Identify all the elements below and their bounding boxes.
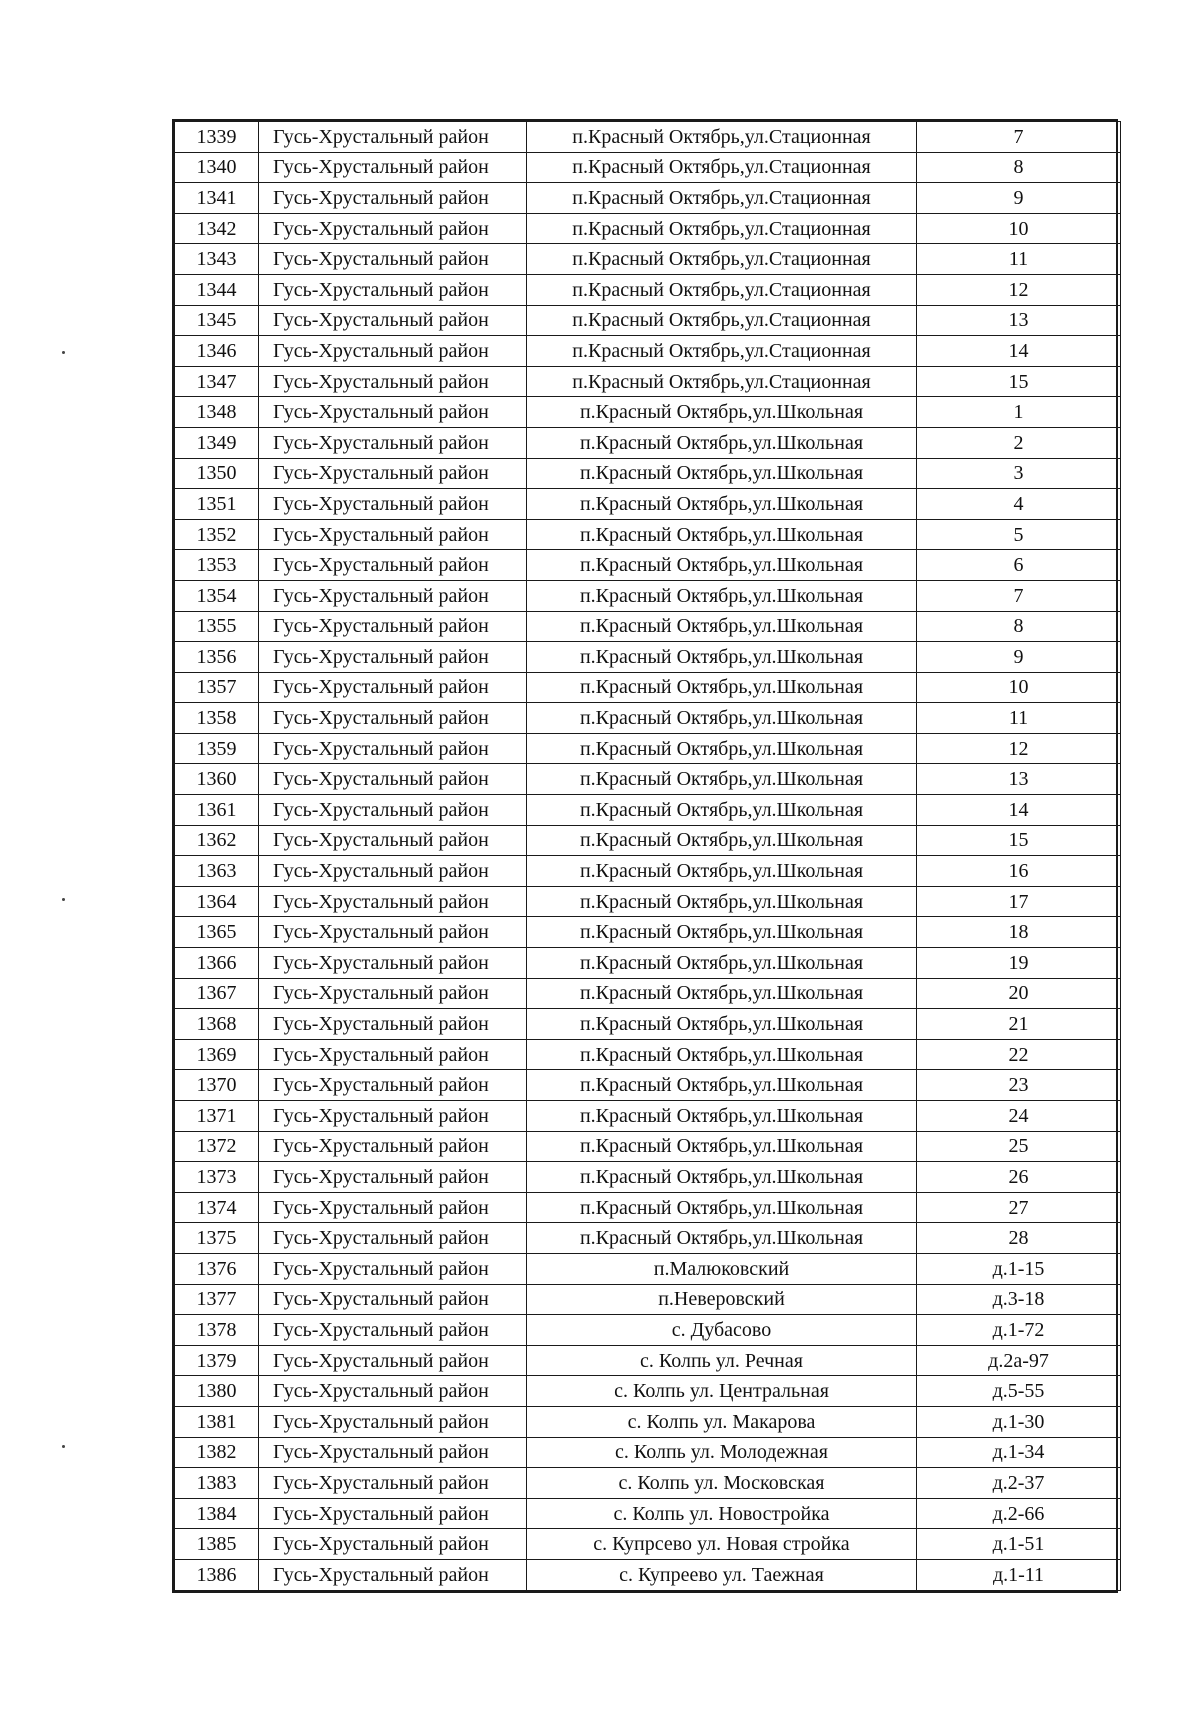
row-address: п.Красный Октябрь,ул.Стационная — [527, 152, 917, 183]
row-house: 14 — [917, 336, 1121, 367]
row-address: п.Красный Октябрь,ул.Школьная — [527, 1039, 917, 1070]
table-row — [175, 917, 1121, 948]
row-district: Гусь-Хрустальный район — [259, 1315, 527, 1346]
row-district: Гусь-Хрустальный район — [259, 1131, 527, 1162]
row-address: п.Красный Октябрь,ул.Школьная — [527, 550, 917, 581]
table-row — [175, 1468, 1121, 1499]
table-row — [175, 1162, 1121, 1193]
row-house: 15 — [917, 825, 1121, 856]
table-row — [175, 213, 1121, 244]
row-house: д.1-72 — [917, 1315, 1121, 1346]
row-number: 1360 — [175, 764, 259, 795]
row-address: п.Красный Октябрь,ул.Школьная — [527, 917, 917, 948]
row-address: п.Красный Октябрь,ул.Школьная — [527, 1192, 917, 1223]
table-row — [175, 1009, 1121, 1040]
row-number: 1383 — [175, 1468, 259, 1499]
row-district: Гусь-Хрустальный район — [259, 611, 527, 642]
row-house: 27 — [917, 1192, 1121, 1223]
row-house: 13 — [917, 764, 1121, 795]
row-house: 14 — [917, 795, 1121, 826]
row-district: Гусь-Хрустальный район — [259, 1345, 527, 1376]
table-row — [175, 1498, 1121, 1529]
row-house: 9 — [917, 183, 1121, 214]
row-address: п.Красный Октябрь,ул.Школьная — [527, 611, 917, 642]
row-number: 1365 — [175, 917, 259, 948]
row-district: Гусь-Хрустальный район — [259, 1529, 527, 1560]
row-house: д.1-51 — [917, 1529, 1121, 1560]
table-row — [175, 458, 1121, 489]
row-number: 1339 — [175, 122, 259, 153]
row-house: д.3-18 — [917, 1284, 1121, 1315]
row-number: 1352 — [175, 519, 259, 550]
table-row — [175, 1559, 1121, 1590]
row-number: 1344 — [175, 274, 259, 305]
table-row — [175, 1345, 1121, 1376]
table-row — [175, 1437, 1121, 1468]
table-row — [175, 1070, 1121, 1101]
table-row — [175, 611, 1121, 642]
row-district: Гусь-Хрустальный район — [259, 795, 527, 826]
row-house: 15 — [917, 366, 1121, 397]
row-address: п.Красный Октябрь,ул.Школьная — [527, 458, 917, 489]
row-house: 23 — [917, 1070, 1121, 1101]
row-district: Гусь-Хрустальный район — [259, 825, 527, 856]
row-address: с. Дубасово — [527, 1315, 917, 1346]
row-district: Гусь-Хрустальный район — [259, 336, 527, 367]
table-row — [175, 642, 1121, 673]
row-number: 1361 — [175, 795, 259, 826]
row-district: Гусь-Хрустальный район — [259, 305, 527, 336]
address-table — [174, 121, 1121, 1591]
table-row — [175, 978, 1121, 1009]
row-address: п.Красный Октябрь,ул.Школьная — [527, 948, 917, 979]
row-number: 1358 — [175, 703, 259, 734]
row-house: 28 — [917, 1223, 1121, 1254]
row-house: д.1-30 — [917, 1406, 1121, 1437]
row-district: Гусь-Хрустальный район — [259, 213, 527, 244]
row-house: 26 — [917, 1162, 1121, 1193]
row-district: Гусь-Хрустальный район — [259, 703, 527, 734]
row-district: Гусь-Хрустальный район — [259, 1223, 527, 1254]
row-house: 16 — [917, 856, 1121, 887]
scan-speck — [62, 351, 65, 354]
row-house: 20 — [917, 978, 1121, 1009]
table-row — [175, 795, 1121, 826]
row-district: Гусь-Хрустальный район — [259, 1406, 527, 1437]
row-number: 1357 — [175, 672, 259, 703]
row-address: п.Красный Октябрь,ул.Стационная — [527, 366, 917, 397]
row-district: Гусь-Хрустальный район — [259, 458, 527, 489]
table-row — [175, 274, 1121, 305]
row-number: 1354 — [175, 580, 259, 611]
row-house: 8 — [917, 152, 1121, 183]
row-number: 1375 — [175, 1223, 259, 1254]
table-row — [175, 733, 1121, 764]
row-number: 1386 — [175, 1559, 259, 1590]
row-address: с. Колпь ул. Речная — [527, 1345, 917, 1376]
row-address: п.Красный Октябрь,ул.Школьная — [527, 825, 917, 856]
row-house: 18 — [917, 917, 1121, 948]
table-row — [175, 366, 1121, 397]
row-number: 1359 — [175, 733, 259, 764]
row-number: 1371 — [175, 1101, 259, 1132]
row-district: Гусь-Хрустальный район — [259, 642, 527, 673]
row-district: Гусь-Хрустальный район — [259, 1009, 527, 1040]
row-district: Гусь-Хрустальный район — [259, 1468, 527, 1499]
table-row — [175, 764, 1121, 795]
row-number: 1374 — [175, 1192, 259, 1223]
table-row — [175, 1315, 1121, 1346]
row-address: п.Красный Октябрь,ул.Стационная — [527, 244, 917, 275]
row-number: 1355 — [175, 611, 259, 642]
row-house: д.1-15 — [917, 1253, 1121, 1284]
table-row — [175, 489, 1121, 520]
table-row — [175, 1376, 1121, 1407]
row-number: 1342 — [175, 213, 259, 244]
row-district: Гусь-Хрустальный район — [259, 183, 527, 214]
row-address: п.Красный Октябрь,ул.Стационная — [527, 274, 917, 305]
row-address: п.Красный Октябрь,ул.Школьная — [527, 519, 917, 550]
row-address: п.Красный Октябрь,ул.Школьная — [527, 795, 917, 826]
row-house: 24 — [917, 1101, 1121, 1132]
row-district: Гусь-Хрустальный район — [259, 427, 527, 458]
row-number: 1346 — [175, 336, 259, 367]
row-number: 1341 — [175, 183, 259, 214]
row-house: 17 — [917, 886, 1121, 917]
row-district: Гусь-Хрустальный район — [259, 764, 527, 795]
row-address: п.Красный Октябрь,ул.Школьная — [527, 489, 917, 520]
table-row — [175, 1406, 1121, 1437]
row-number: 1382 — [175, 1437, 259, 1468]
row-address: п.Красный Октябрь,ул.Школьная — [527, 1101, 917, 1132]
row-house: 6 — [917, 550, 1121, 581]
scan-speck — [62, 1445, 65, 1448]
row-number: 1380 — [175, 1376, 259, 1407]
row-number: 1385 — [175, 1529, 259, 1560]
table-row — [175, 183, 1121, 214]
row-number: 1363 — [175, 856, 259, 887]
row-house: 11 — [917, 244, 1121, 275]
row-district: Гусь-Хрустальный район — [259, 1437, 527, 1468]
row-number: 1348 — [175, 397, 259, 428]
row-address: п.Красный Октябрь,ул.Школьная — [527, 1223, 917, 1254]
row-number: 1362 — [175, 825, 259, 856]
row-address: п.Красный Октябрь,ул.Школьная — [527, 1162, 917, 1193]
row-number: 1370 — [175, 1070, 259, 1101]
table-row — [175, 856, 1121, 887]
row-house: 7 — [917, 122, 1121, 153]
row-house: д.1-34 — [917, 1437, 1121, 1468]
row-number: 1351 — [175, 489, 259, 520]
row-address: с. Купрсево ул. Новая стройка — [527, 1529, 917, 1560]
row-district: Гусь-Хрустальный район — [259, 550, 527, 581]
row-district: Гусь-Хрустальный район — [259, 1559, 527, 1590]
row-address: с. Колпь ул. Московская — [527, 1468, 917, 1499]
row-district: Гусь-Хрустальный район — [259, 274, 527, 305]
row-number: 1345 — [175, 305, 259, 336]
row-number: 1373 — [175, 1162, 259, 1193]
row-number: 1349 — [175, 427, 259, 458]
row-house: 10 — [917, 672, 1121, 703]
row-address: п.Малюковский — [527, 1253, 917, 1284]
table-row — [175, 1253, 1121, 1284]
row-district: Гусь-Хрустальный район — [259, 948, 527, 979]
row-district: Гусь-Хрустальный район — [259, 1101, 527, 1132]
table-row — [175, 550, 1121, 581]
row-address: п.Красный Октябрь,ул.Школьная — [527, 886, 917, 917]
table-row — [175, 397, 1121, 428]
row-address: п.Неверовский — [527, 1284, 917, 1315]
row-address: п.Красный Октябрь,ул.Стационная — [527, 305, 917, 336]
row-number: 1369 — [175, 1039, 259, 1070]
row-address: с. Колпь ул. Молодежная — [527, 1437, 917, 1468]
row-number: 1378 — [175, 1315, 259, 1346]
row-district: Гусь-Хрустальный район — [259, 489, 527, 520]
row-house: 8 — [917, 611, 1121, 642]
row-number: 1343 — [175, 244, 259, 275]
address-table-body — [175, 122, 1121, 1591]
row-house: 25 — [917, 1131, 1121, 1162]
row-house: 22 — [917, 1039, 1121, 1070]
row-number: 1384 — [175, 1498, 259, 1529]
row-address: п.Красный Октябрь,ул.Школьная — [527, 856, 917, 887]
table-row — [175, 305, 1121, 336]
row-district: Гусь-Хрустальный район — [259, 152, 527, 183]
scan-speck — [62, 898, 65, 901]
row-district: Гусь-Хрустальный район — [259, 1070, 527, 1101]
row-house: 13 — [917, 305, 1121, 336]
table-row — [175, 1131, 1121, 1162]
row-house: 11 — [917, 703, 1121, 734]
row-house: 19 — [917, 948, 1121, 979]
row-address: с. Колпь ул. Центральная — [527, 1376, 917, 1407]
row-house: 3 — [917, 458, 1121, 489]
row-address: с. Купреево ул. Таежная — [527, 1559, 917, 1590]
table-row — [175, 427, 1121, 458]
row-house: 2 — [917, 427, 1121, 458]
row-address: п.Красный Октябрь,ул.Школьная — [527, 764, 917, 795]
row-district: Гусь-Хрустальный район — [259, 672, 527, 703]
table-row — [175, 825, 1121, 856]
table-row — [175, 1284, 1121, 1315]
row-district: Гусь-Хрустальный район — [259, 978, 527, 1009]
row-house: д.1-11 — [917, 1559, 1121, 1590]
row-house: 12 — [917, 274, 1121, 305]
table-row — [175, 519, 1121, 550]
row-address: п.Красный Октябрь,ул.Стационная — [527, 213, 917, 244]
row-district: Гусь-Хрустальный район — [259, 580, 527, 611]
row-house: 10 — [917, 213, 1121, 244]
row-district: Гусь-Хрустальный район — [259, 917, 527, 948]
table-row — [175, 152, 1121, 183]
row-house: 4 — [917, 489, 1121, 520]
table-row — [175, 948, 1121, 979]
row-district: Гусь-Хрустальный район — [259, 1162, 527, 1193]
row-district: Гусь-Хрустальный район — [259, 122, 527, 153]
row-address: с. Колпь ул. Новостройка — [527, 1498, 917, 1529]
row-house: д.2а-97 — [917, 1345, 1121, 1376]
row-address: п.Красный Октябрь,ул.Школьная — [527, 642, 917, 673]
row-address: п.Красный Октябрь,ул.Школьная — [527, 1131, 917, 1162]
row-address: п.Красный Октябрь,ул.Школьная — [527, 1070, 917, 1101]
row-district: Гусь-Хрустальный район — [259, 856, 527, 887]
table-row — [175, 244, 1121, 275]
row-district: Гусь-Хрустальный район — [259, 1498, 527, 1529]
row-district: Гусь-Хрустальный район — [259, 366, 527, 397]
row-house: 5 — [917, 519, 1121, 550]
table-row — [175, 886, 1121, 917]
table-row — [175, 336, 1121, 367]
row-house: 9 — [917, 642, 1121, 673]
row-number: 1347 — [175, 366, 259, 397]
row-number: 1350 — [175, 458, 259, 489]
row-house: 7 — [917, 580, 1121, 611]
row-number: 1379 — [175, 1345, 259, 1376]
table-row — [175, 1223, 1121, 1254]
address-table-frame — [172, 119, 1118, 1593]
row-house: 21 — [917, 1009, 1121, 1040]
row-address: п.Красный Октябрь,ул.Школьная — [527, 580, 917, 611]
row-number: 1376 — [175, 1253, 259, 1284]
table-row — [175, 1101, 1121, 1132]
row-number: 1356 — [175, 642, 259, 673]
row-number: 1368 — [175, 1009, 259, 1040]
row-district: Гусь-Хрустальный район — [259, 733, 527, 764]
row-number: 1377 — [175, 1284, 259, 1315]
row-district: Гусь-Хрустальный район — [259, 1039, 527, 1070]
row-district: Гусь-Хрустальный район — [259, 1376, 527, 1407]
row-address: п.Красный Октябрь,ул.Школьная — [527, 703, 917, 734]
row-number: 1366 — [175, 948, 259, 979]
table-row — [175, 672, 1121, 703]
table-row — [175, 1039, 1121, 1070]
row-number: 1372 — [175, 1131, 259, 1162]
row-address: п.Красный Октябрь,ул.Школьная — [527, 733, 917, 764]
row-house: д.5-55 — [917, 1376, 1121, 1407]
row-district: Гусь-Хрустальный район — [259, 519, 527, 550]
row-district: Гусь-Хрустальный район — [259, 1192, 527, 1223]
table-row — [175, 1529, 1121, 1560]
row-address: п.Красный Октябрь,ул.Школьная — [527, 672, 917, 703]
row-number: 1367 — [175, 978, 259, 1009]
table-row — [175, 703, 1121, 734]
table-row — [175, 122, 1121, 153]
row-house: д.2-66 — [917, 1498, 1121, 1529]
row-address: п.Красный Октябрь,ул.Школьная — [527, 1009, 917, 1040]
row-address: п.Красный Октябрь,ул.Стационная — [527, 183, 917, 214]
row-district: Гусь-Хрустальный район — [259, 244, 527, 275]
row-district: Гусь-Хрустальный район — [259, 397, 527, 428]
row-address: п.Красный Октябрь,ул.Стационная — [527, 336, 917, 367]
row-house: 1 — [917, 397, 1121, 428]
row-house: 12 — [917, 733, 1121, 764]
row-district: Гусь-Хрустальный район — [259, 886, 527, 917]
row-address: п.Красный Октябрь,ул.Школьная — [527, 427, 917, 458]
table-row — [175, 580, 1121, 611]
row-address: п.Красный Октябрь,ул.Школьная — [527, 397, 917, 428]
row-number: 1340 — [175, 152, 259, 183]
row-house: д.2-37 — [917, 1468, 1121, 1499]
row-address: с. Колпь ул. Макарова — [527, 1406, 917, 1437]
table-row — [175, 1192, 1121, 1223]
row-number: 1381 — [175, 1406, 259, 1437]
row-number: 1364 — [175, 886, 259, 917]
row-district: Гусь-Хрустальный район — [259, 1253, 527, 1284]
row-district: Гусь-Хрустальный район — [259, 1284, 527, 1315]
row-address: п.Красный Октябрь,ул.Стационная — [527, 122, 917, 153]
row-number: 1353 — [175, 550, 259, 581]
row-address: п.Красный Октябрь,ул.Школьная — [527, 978, 917, 1009]
